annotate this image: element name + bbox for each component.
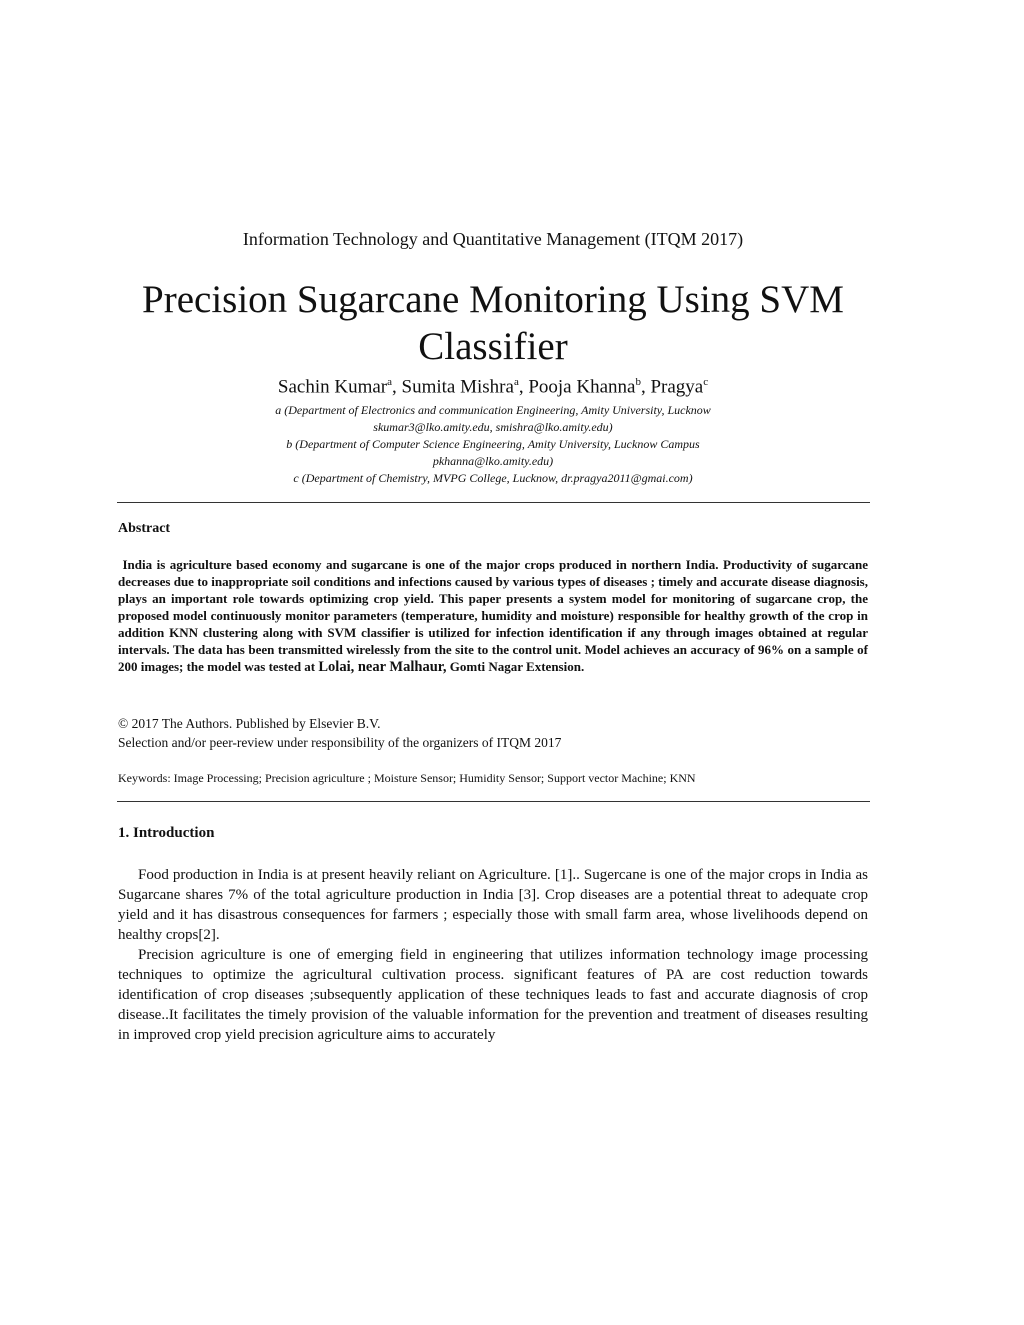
affiliation-a: a (Department of Electronics and communication Engineering, Amity University, Lucknow	[275, 403, 711, 417]
author-affil-mark: a	[513, 376, 519, 388]
author-name: Pragya	[650, 376, 704, 398]
author-affil-mark: a	[387, 376, 393, 388]
top-divider	[117, 502, 870, 503]
affiliation-a-emails: skumar3@lko.amity.edu, smishra@lko.amity.edu)	[373, 420, 613, 434]
paragraph: Precision agriculture is one of emerging field in engineering that utilizes information technology image processing techniques to optimize the agricultural cultivation process. significant features of PA are cost reduction towards identification of crop diseases ;subsequently application of these techniques leads to fast and accurate diagnosis of crop disease..It facilitates the timely provision of the valuable information for the prevention and treatment of diseases resulting in improved crop yield precision agriculture aims to accurately	[118, 947, 868, 1043]
bottom-divider	[117, 801, 870, 802]
author-name: Pooja Khanna	[528, 376, 636, 398]
keywords: Keywords: Image Processing; Precision agriculture ; Moisture Sensor; Humidity Sensor; Support vector Machine; KNN	[118, 771, 696, 785]
affiliation-b: b (Department of Computer Science Engineering, Amity University, Lucknow Campus	[286, 437, 700, 451]
abstract-heading: Abstract	[118, 521, 171, 536]
author-list: Sachin Kumar$^a$, Sumita Mishra$^a$, Pooja Khanna$^b$, Pragya$^c$	[277, 376, 709, 398]
affiliation-c: c (Department of Chemistry, MVPG College, Lucknow, dr.pragya2011@gmai.com)	[293, 471, 693, 485]
author-affil-mark: c	[703, 376, 709, 388]
peer-review-notice: Selection and/or peer-review under responsibility of the organizers of ITQM 2017	[118, 735, 562, 750]
abstract-end: Gomti Nagar Extension.	[446, 659, 585, 674]
abstract-main: India is agriculture based economy and sugarcane is one of the major crops produced in northern India. Productivity of sugarcane decreases due to inappropriate soil conditions and infections caused by various types of diseases ; timely and accurate disease diagnosis, plays an important role towards optimizing crop yield. This paper presents a system model for monitoring of sugarcane crop, the proposed model continuously monitor parameters (temperature, humidity and moisture) responsible for healthy growth of the crop in addition KNN clustering along with SVM classifier is utilized for infection identification if any through images obtained at regular intervals. The data has been transmitted wirelessly from the site to the control unit. Model achieves an accuracy of 96% on a sample of 200 images; the model was tested at	[118, 557, 869, 674]
paper-title: Precision Sugarcane Monitoring Using SVM Classifier	[142, 278, 844, 368]
affiliation-b-email: pkhanna@lko.amity.edu)	[432, 454, 554, 468]
author-affil-mark: b	[635, 376, 641, 388]
author-name: Sachin Kumar	[277, 376, 388, 398]
author-name: Sumita Mishra	[401, 376, 514, 398]
conference-name: Information Technology and Quantitative Management (ITQM 2017)	[242, 229, 744, 249]
copyright-notice: © 2017 The Authors. Published by Elsevier B.V.	[118, 716, 381, 731]
section-heading: 1. Introduction	[118, 825, 215, 841]
paragraph: Food production in India is at present heavily reliant on Agriculture. [1].. Sugercane is one of the major crops in India as Sugarcane shares 7% of the total agriculture production in India [3]. Crop diseases are a potential threat to adequate crop yield and it has disastrous consequences for farmers ; especially those with small farm area, whose livelihoods depend on healthy crops[2].	[118, 867, 868, 943]
abstract-place: Lolai, near Malhaur,	[318, 659, 447, 675]
abstract-text	[118, 556, 868, 676]
